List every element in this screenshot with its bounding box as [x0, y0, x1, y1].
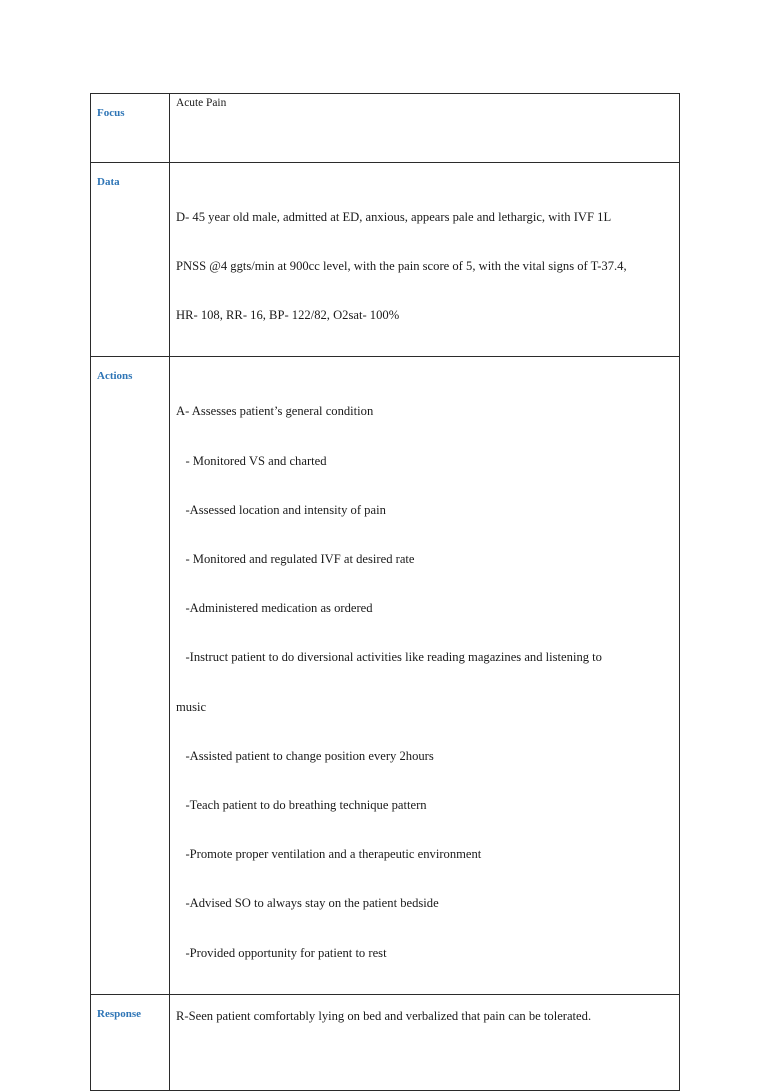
actions-line: - Monitored VS and charted [176, 453, 327, 468]
actions-line: -Instruct patient to do diversional activities like reading magazines and listening to [176, 650, 602, 665]
focus-label-cell [91, 94, 170, 163]
actions-label: Actions [97, 370, 133, 383]
focus-text: Acute Pain [176, 97, 227, 109]
response-text: R-Seen patient comfortably lying on bed and verbalized that pain can be tolerated. [176, 1008, 592, 1023]
actions-line: -Advised SO to always stay on the patient bedside [176, 896, 439, 911]
fdar-table [90, 93, 680, 1091]
actions-line: - Monitored and regulated IVF at desired rate [176, 551, 415, 566]
table-row-focus [91, 94, 680, 163]
data-content-cell [170, 163, 680, 357]
data-label-cell [91, 163, 170, 357]
data-line: PNSS @4 ggts/min at 900cc level, with the pain score of 5, with the vital signs of T-37.4, [176, 259, 627, 274]
response-label-cell [91, 994, 170, 1090]
response-content-cell [170, 994, 680, 1090]
actions-line: A- Assesses patient’s general condition [176, 404, 374, 419]
actions-label-cell [91, 357, 170, 994]
actions-text [170, 369, 679, 993]
actions-line: -Assisted patient to change position every 2hours [176, 748, 434, 763]
actions-line: -Provided opportunity for patient to rest [176, 945, 387, 960]
table-row-actions [91, 357, 680, 994]
actions-line: -Assessed location and intensity of pain [176, 502, 386, 517]
focus-content-cell [170, 94, 680, 163]
data-line: HR- 108, RR- 16, BP- 122/82, O2sat- 100% [176, 308, 400, 323]
actions-line: music [176, 699, 207, 714]
data-label: Data [97, 176, 120, 188]
actions-content-cell [170, 357, 680, 994]
table-row-response [91, 994, 680, 1090]
actions-line: -Administered medication as ordered [176, 601, 373, 616]
response-label: Response [97, 1007, 142, 1020]
data-line: D- 45 year old male, admitted at ED, anxious, appears pale and lethargic, with IVF 1L [176, 209, 612, 224]
actions-line: -Promote proper ventilation and a therapeutic environment [176, 847, 482, 862]
data-text [170, 175, 679, 356]
table-row-data [91, 163, 680, 357]
focus-label: Focus [97, 107, 125, 119]
actions-line: -Teach patient to do breathing technique pattern [176, 798, 427, 813]
